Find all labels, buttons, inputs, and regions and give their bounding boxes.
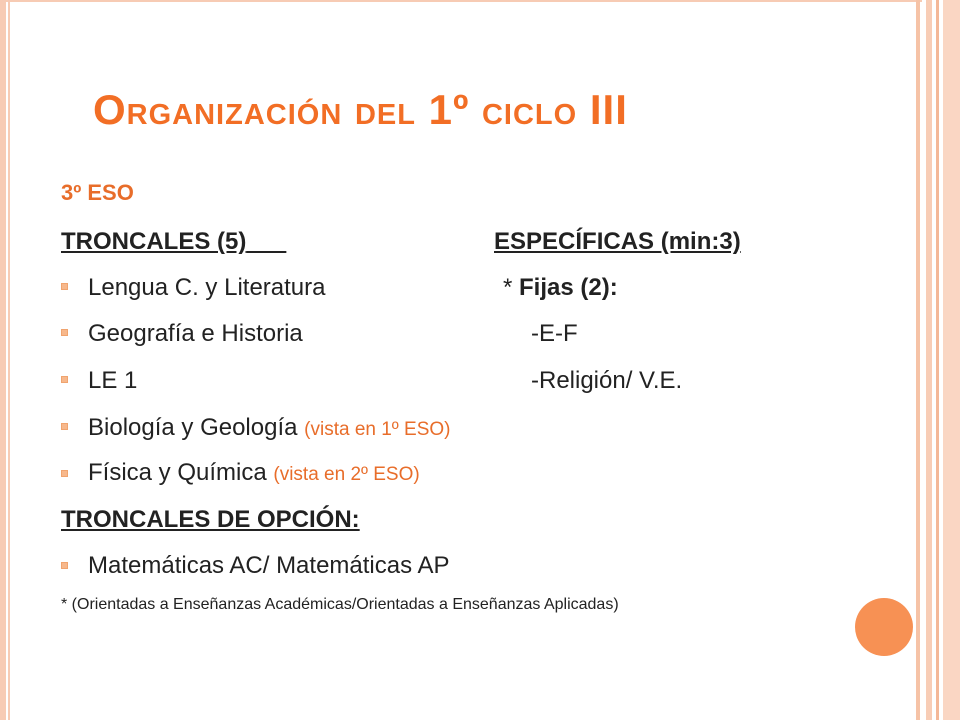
especificas-header: ESPECÍFICAS (min:3) — [494, 228, 741, 255]
troncal-label: Biología y Geología — [88, 414, 298, 441]
troncal-item — [88, 414, 450, 442]
troncal-note: (vista en 2º ESO) — [273, 464, 420, 485]
troncales-header — [61, 228, 286, 256]
troncal-item: Lengua C. y Literatura — [88, 274, 326, 301]
decorative-stripe — [943, 0, 960, 720]
slide-title: Organización del 1º ciclo III — [93, 86, 628, 133]
bullet-icon — [61, 423, 68, 430]
fijas-line — [503, 274, 618, 302]
decorative-stripe — [926, 0, 932, 720]
decorative-stripe — [916, 0, 920, 720]
decorative-circle — [855, 598, 913, 656]
troncales-opcion-header: TRONCALES DE OPCIÓN: — [61, 506, 360, 533]
troncales-header-text: TRONCALES (5) — [61, 228, 247, 255]
bullet-icon — [61, 329, 68, 336]
troncales-header-gap — [246, 228, 286, 255]
troncal-item: LE 1 — [88, 367, 138, 394]
especifica-item: -Religión/ V.E. — [531, 367, 683, 394]
footnote: * (Orientadas a Enseñanzas Académicas/Orientadas a Enseñanzas Aplicadas) — [61, 596, 619, 613]
troncal-item: Geografía e Historia — [88, 320, 303, 347]
fijas-label: Fijas (2): — [519, 274, 618, 301]
especifica-item: -E-F — [531, 320, 578, 347]
grade-label: 3º ESO — [61, 180, 134, 205]
troncal-label: Física y Química — [88, 459, 267, 486]
opcion-item: Matemáticas AC/ Matemáticas AP — [88, 552, 450, 579]
slide-frame-inner-line — [8, 0, 10, 720]
bullet-icon — [61, 283, 68, 290]
troncal-note: (vista en 1º ESO) — [304, 419, 451, 440]
bullet-icon — [61, 376, 68, 383]
fijas-star: * — [503, 274, 520, 301]
bullet-icon — [61, 470, 68, 477]
bullet-icon — [61, 562, 68, 569]
troncal-item — [88, 459, 420, 487]
decorative-stripe — [936, 0, 939, 720]
